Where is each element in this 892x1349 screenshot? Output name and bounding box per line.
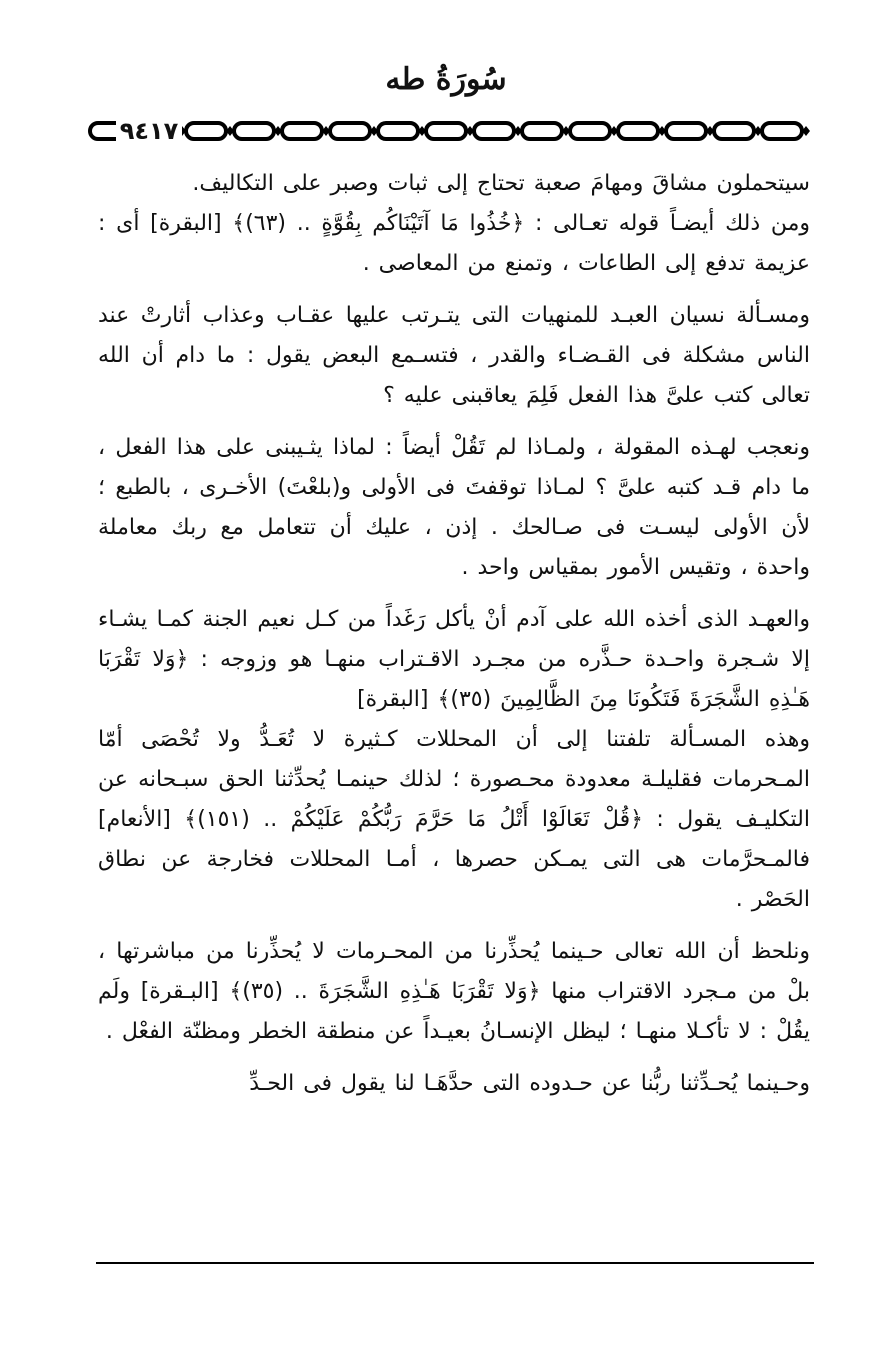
- paragraph-3: ومسـألة نسيان العبـد للمنهيات التى يتـرتب عليها عقـاب وعذاب أثارتْ عند الناس مشكلة فى القـضـاء والقدر ، فتسـمع البعض يقول : ما دام أن الله تعالى كتب علىَّ هذا الفعل فَلِمَ يعاقبنى عليه ؟: [98, 303, 810, 408]
- paragraph-1: سيتحملون مشاقَ ومهامَ صعبة تحتاج إلى ثبات وصبر على التكاليف.: [192, 171, 810, 196]
- paragraph-6: وهذه المسـألة تلفتنا إلى أن المحللات كـثيرة لا تُعَـدُّ ولا تُحْصَى أمّا المـحرمات فقليلـة معدودة محـصورة ؛ لذلك حينمـا يُحدِّثنا الحق سبـحانه عن التكليـف يقول : ﴿قُلْ تَعَالَوْا أَتْلُ مَا حَرَّمَ رَبُّكُمْ عَلَيْكُمْ .. (١٥١)﴾ [الأنعام] فالمـحرَّمات هى التى يمـكن حصرها ، أمـا المحللات فخارجة عن نطاق الحَصْر .: [98, 727, 810, 912]
- chain-link: [570, 123, 610, 139]
- chain-link: [762, 123, 802, 139]
- chain-link: [714, 123, 754, 139]
- chain-link: [666, 123, 706, 139]
- chain-link: [234, 123, 274, 139]
- chain-link: [618, 123, 658, 139]
- paragraph-8: وحـينما يُحـدِّثنا ربُّنا عن حـدوده التى حدَّهَـا لنا يقول فى الحـدِّ: [249, 1071, 810, 1096]
- body-text: [98, 164, 810, 1104]
- paragraph-2: ومن ذلك أيضـاً قوله تعـالى : ﴿خُذُوا مَا آتَيْنَاكُم بِقُوَّةٍ .. (٦٣)﴾ [البقرة] أى : عزيمة تدفع إلى الطاعات ، وتمنع من المعاصى .: [98, 211, 810, 276]
- chain-link: [378, 123, 418, 139]
- chain-link: [426, 123, 466, 139]
- ornamental-border: [86, 112, 838, 150]
- chain-link: [186, 123, 226, 139]
- chain-link: [474, 123, 514, 139]
- footer-rule: [96, 1262, 814, 1264]
- paragraph-7: ونلحظ أن الله تعالى حـينما يُحذِّرنا من المحـرمات لا يُحذِّرنا من مباشرتها ، بلْ من مـجرد الاقتراب منها ﴿وَلا تَقْرَبَا هَـٰذِهِ الشَّجَرَةَ .. (٣٥)﴾ [البـقرة] ولَم يقُلْ : لا تأكـلا منهـا ؛ ليظل الإنسـانُ بعيـداً عن منطقة الخطر ومظنّة الفعْل .: [98, 939, 810, 1044]
- paragraph-5: والعهـد الذى أخذه الله على آدم أنْ يأكل رَغَداً من كـل نعيم الجنة كمـا يشـاء إلا شـجرة واحـدة حـذَّره من مجـرد الاقـتراب منهـا هو وزوجه : ﴿وَلا تَقْرَبَا هَـٰذِهِ الشَّجَرَةَ فَتَكُونَا مِنَ الظَّالِمِينَ (٣٥)﴾ [البقرة]: [98, 607, 810, 712]
- page-number: ٩٤١٧: [116, 113, 182, 149]
- chain-link: [522, 123, 562, 139]
- chain-link: [330, 123, 370, 139]
- chain-link: [282, 123, 322, 139]
- surah-title: سُورَةُ طه: [385, 62, 507, 97]
- paragraph-4: ونعجب لهـذه المقولة ، ولمـاذا لم تَقُلْ أيضاً : لماذا يثـيبنى على هذا الفعل ، ما دام قـد كتبه علىَّ ؟ لمـاذا توقفتَ فى الأولى و(بلعْتَ) الأخـرى ، بالطبع ؛ لأن الأولى ليسـت فى صـالحك . إذن ، عليك أن تتعامل مع ربك معاملة واحدة ، وتقيس الأمور بمقياس واحد .: [98, 435, 810, 580]
